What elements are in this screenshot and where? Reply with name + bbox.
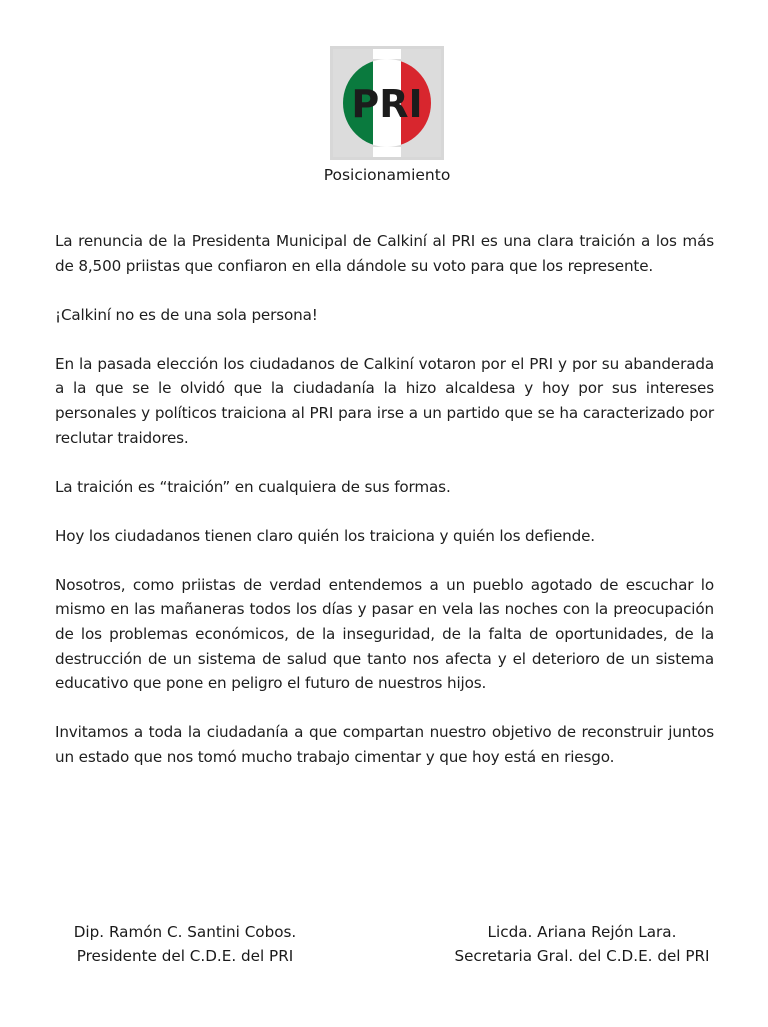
paragraph: Hoy los ciudadanos tienen claro quién los traiciona y quién los defiende. bbox=[55, 526, 595, 545]
signer-name: Licda. Ariana Rejón Lara. bbox=[487, 923, 677, 941]
page-title: Posicionamiento bbox=[323, 166, 451, 184]
pri-logo bbox=[330, 46, 444, 160]
paragraph: Nosotros, como priistas de verdad entendemos a un pueblo agotado de escuchar lo mismo en las mañaneras todos los días y pasar en vela las noches con la preocupación de los problemas económicos, de la inseguridad, de la falta de oportunidades, de la destrucción de un sistema de salud que tanto nos afecta y el deterioro de un sistema educativo que pone en peligro el futuro de nuestros hijos. bbox=[55, 575, 714, 693]
paragraph: La renuncia de la Presidenta Municipal de Calkiní al PRI es una clara traición a los más de 8,500 priistas que confiaron en ella dándole su voto para que los represente. bbox=[55, 232, 714, 275]
signature-left bbox=[58, 920, 312, 968]
paragraph: Invitamos a toda la ciudadanía a que compartan nuestro objetivo de reconstruir juntos un estado que nos tomó mucho trabajo cimentar y que hoy está en riesgo. bbox=[55, 723, 714, 766]
signer-role: Presidente del C.D.E. del PRI bbox=[76, 947, 294, 965]
logo-letters: PRI bbox=[351, 82, 423, 126]
paragraph: En la pasada elección los ciudadanos de Calkiní votaron por el PRI y por su abanderada a la que se le olvidó que la ciudadanía la hizo alcaldesa y hoy por sus intereses personales y políticos traiciona al PRI para irse a un partido que se ha caracterizado por reclutar traidores. bbox=[55, 354, 714, 447]
pri-logo-icon bbox=[330, 46, 444, 160]
paragraph: ¡Calkiní no es de una sola persona! bbox=[55, 305, 318, 324]
signer-name: Dip. Ramón C. Santini Cobos. bbox=[73, 923, 297, 941]
signer-role: Secretaria Gral. del C.D.E. del PRI bbox=[454, 947, 710, 965]
paragraph: La traición es “traición” en cualquiera de sus formas. bbox=[55, 477, 451, 496]
document-body bbox=[55, 229, 714, 794]
signature-right bbox=[444, 920, 720, 968]
